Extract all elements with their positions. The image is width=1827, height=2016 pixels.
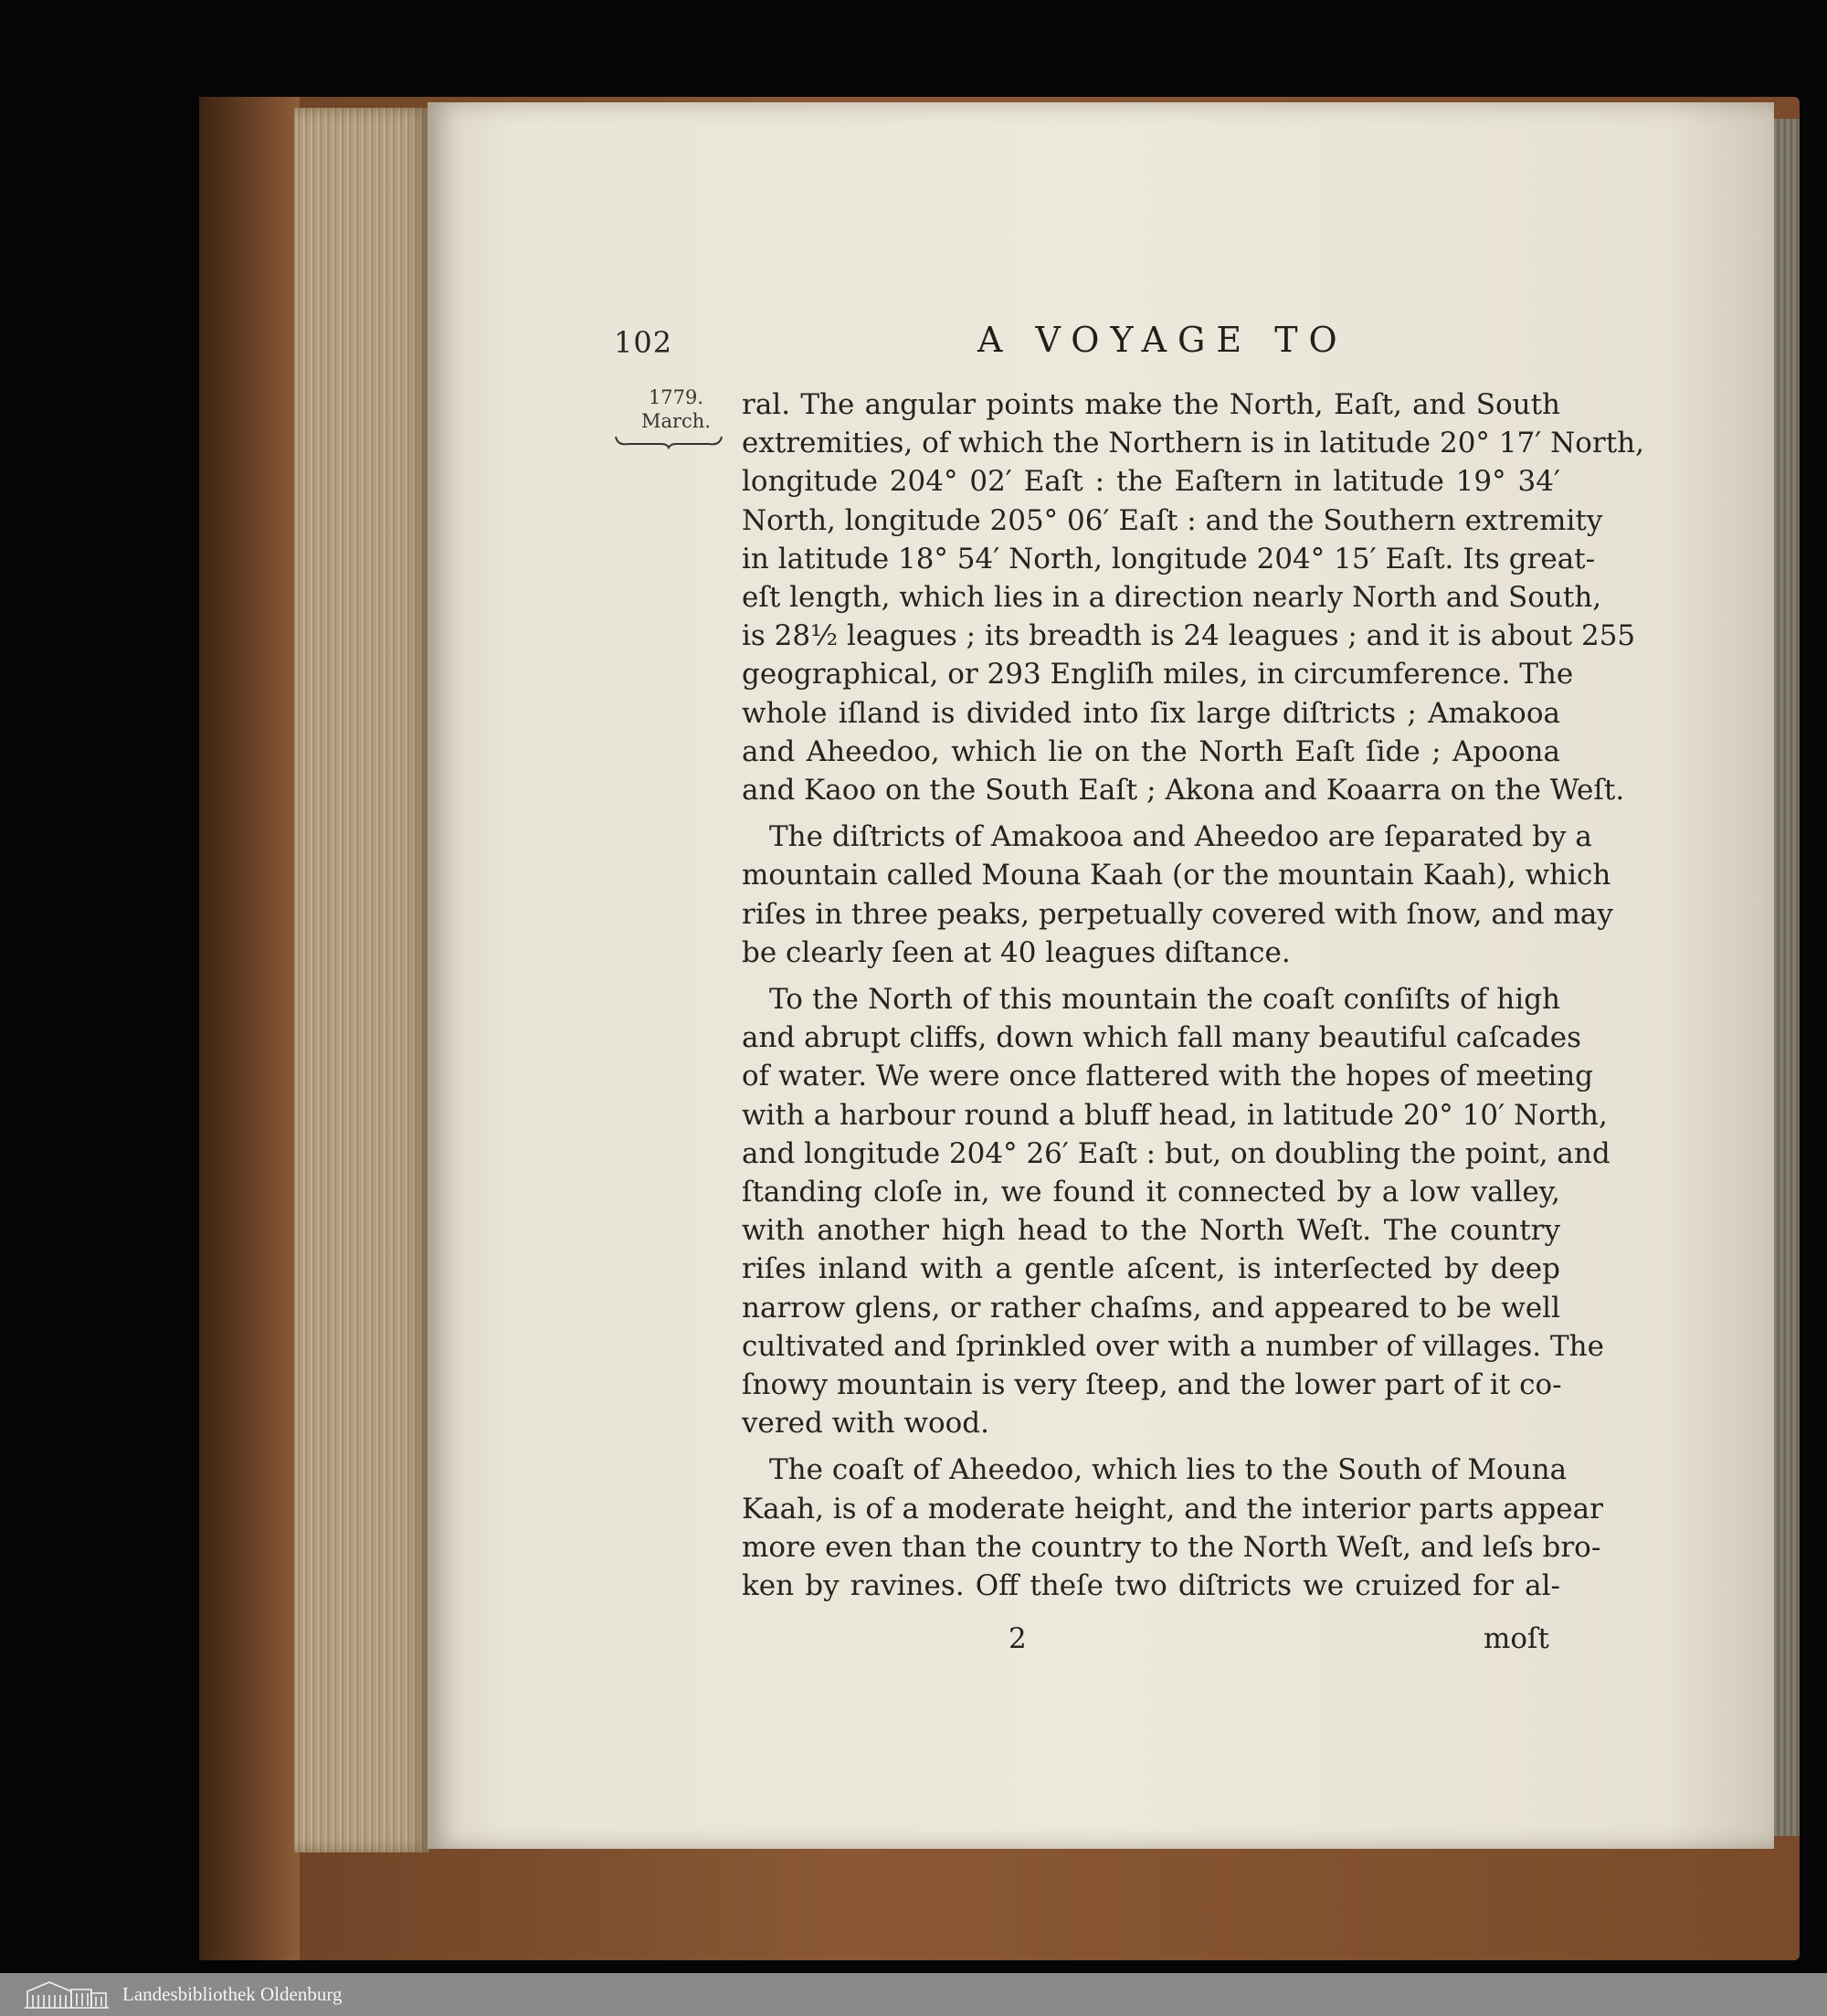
back-page-edges: [1772, 119, 1800, 1836]
text-line: in latitude 18° 54′ North, longitude 204° 15′ Eaſt. Its great-: [742, 542, 1596, 575]
text-line: with another high head to the North Weſt. The country: [742, 1214, 1560, 1248]
margin-note-month: March.: [640, 410, 712, 432]
running-head: A VOYAGE TO: [977, 320, 1348, 360]
page-edges: [294, 108, 429, 1852]
library-building-icon: [22, 1979, 111, 2010]
text-line: geographical, or 293 Engliſh miles, in circumference. The: [742, 658, 1574, 691]
text-line: and Kaoo on the South Eaſt ; Akona and Koaarra on the Weſt.: [742, 774, 1625, 807]
text-line: and abrupt cliffs, down which fall many beautiful caſcades: [742, 1021, 1582, 1055]
text-line: is 28½ leagues ; its breadth is 24 leagues ; and it is about 255: [742, 619, 1636, 653]
text-line: mountain called Mouna Kaah (or the mountain Kaah), which: [742, 859, 1611, 892]
text-line: of water. We were once flattered with the hopes of meeting: [742, 1060, 1594, 1093]
text-line: North, longitude 205° 06′ Eaſt : and the Southern extremity: [742, 503, 1603, 537]
page-number: 102: [614, 325, 673, 360]
paragraph-2: [742, 818, 1613, 972]
text-line: ken by ravines. Off theſe two diſtricts we cruized for al-: [742, 1569, 1560, 1603]
text-line: with a harbour round a bluff head, in latitude 20° 10′ North,: [742, 1098, 1608, 1132]
footer-bar: [0, 1973, 1827, 2016]
text-line: To the North of this mountain the coaſt conſiſts of high: [769, 983, 1560, 1017]
text-line: eſt length, which lies in a direction nearly North and South,: [742, 581, 1602, 615]
paragraph-4: [742, 1451, 1603, 1605]
text-line: longitude 204° 02′ Eaſt : the Eaſtern in latitude 19° 34′: [742, 465, 1560, 499]
text-line: narrow glens, or rather chaſms, and appeared to be well: [742, 1291, 1560, 1325]
text-line: ſnowy mountain is very ſteep, and the lower part of it co-: [742, 1368, 1562, 1402]
text-line: and longitude 204° 26′ Eaſt : but, on doubling the point, and: [742, 1136, 1611, 1170]
margin-brace-icon: [614, 435, 723, 449]
text-line: cultivated and ſprinkled over with a number of villages. The: [742, 1329, 1604, 1363]
text-line: ral. The angular points make the North, Eaſt, and South: [742, 388, 1560, 421]
text-line: riſes inland with a gentle aſcent, is interſected by deep: [742, 1252, 1560, 1286]
text-line: The diſtricts of Amakooa and Aheedoo are ſeparated by a: [769, 820, 1592, 854]
text-line: more even than the country to the North Weſt, and leſs bro-: [742, 1530, 1601, 1564]
text-line: The coaſt of Aheedoo, which lies to the South of Mouna: [769, 1453, 1568, 1487]
text-line: vered with wood.: [742, 1407, 990, 1441]
text-line: riſes in three peaks, perpetually covered with ſnow, and may: [742, 897, 1613, 931]
paragraph-1: [742, 385, 1644, 809]
text-line: Kaah, is of a moderate height, and the interior parts appear: [742, 1492, 1603, 1525]
margin-note: [639, 385, 713, 433]
signature-mark: 2: [1009, 1622, 1027, 1655]
text-line: whole iſland is divided into ſix large diſtricts ; Amakooa: [742, 696, 1560, 730]
catchword: moſt: [1484, 1622, 1549, 1655]
library-name: Landesbibliothek Oldenburg: [122, 1983, 343, 2005]
text-line: extremities, of which the Northern is in latitude 20° 17′ North,: [742, 427, 1644, 460]
text-line: be clearly ſeen at 40 leagues diſtance.: [742, 935, 1291, 969]
text-line: ſtanding cloſe in, we found it connected by a low valley,: [742, 1176, 1560, 1209]
body-text: [742, 385, 1644, 1613]
paragraph-3: [742, 980, 1611, 1442]
book-spine: [199, 97, 300, 1960]
text-line: and Aheedoo, which lie on the North Eaſt ſide ; Apoona: [742, 734, 1560, 768]
margin-note-year: 1779.: [648, 386, 704, 408]
